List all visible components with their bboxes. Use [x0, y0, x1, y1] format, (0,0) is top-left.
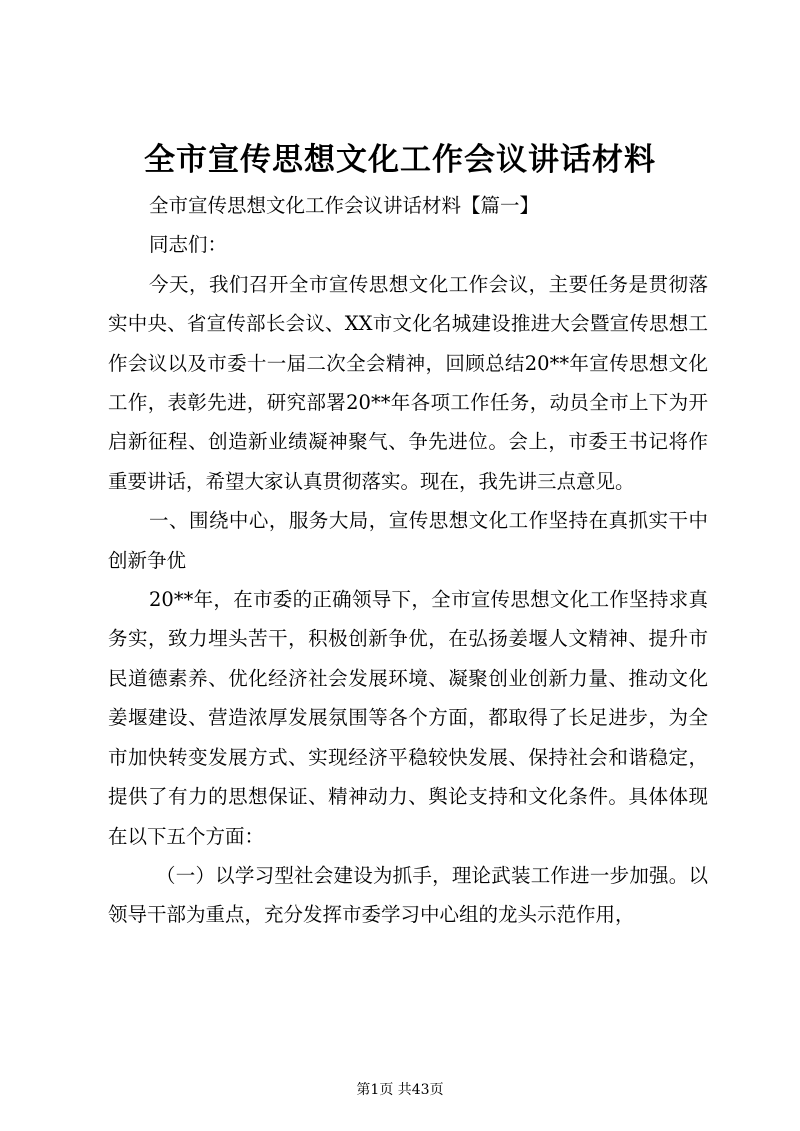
- page-title: 全市宣传思想文化工作会议讲话材料: [144, 142, 656, 178]
- item-one-paragraph: （一）以学习型社会建设为抓手，理论武装工作进一步加强。以领导干部为重点，充分发挥市委学习中心组的龙头示范作用，: [108, 863, 708, 927]
- section-one-heading: 一、围绕中心，服务大局，宣传思想文化工作坚持在真抓实干中创新争优: [108, 509, 708, 572]
- page-number-footer: 第1页 共43页: [356, 1082, 444, 1098]
- section-one-paragraph: 20**年，在市委的正确领导下，全市宣传思想文化工作坚持求真务实，致力埋头苦干，积极创新争优，在弘扬姜堰人文精神、提升市民道德素养、优化经济社会发展环境、凝聚创业创新力量、推动文化姜堰建设、营造浓厚发展氛围等各个方面，都取得了长足进步，为全市加快转变发展方式、实现经济平稳较快发展、保持社会和谐稳定，提供了有力的思想保证、精神动力、舆论支持和文化条件。具体体现在以下五个方面：: [108, 588, 708, 848]
- intro-paragraph: 今天，我们召开全市宣传思想文化工作会议，主要任务是贯彻落实中央、省宣传部长会议、XX市文化名城建设推进大会暨宣传思想工作会议以及市委十一届二次全会精神，回顾总结20**年宣传思想文化工作，表彰先进，研究部署20**年各项工作任务，动员全市上下为开启新征程、创造新业绩凝神聚气、争先进位。会上，市委王书记将作重要讲话，希望大家认真贯彻落实。现在，我先讲三点意见。: [108, 272, 708, 493]
- document-body: [108, 186, 708, 935]
- salutation: 同志们：: [149, 233, 228, 257]
- subtitle: 全市宣传思想文化工作会议讲话材料【篇一】: [149, 194, 540, 217]
